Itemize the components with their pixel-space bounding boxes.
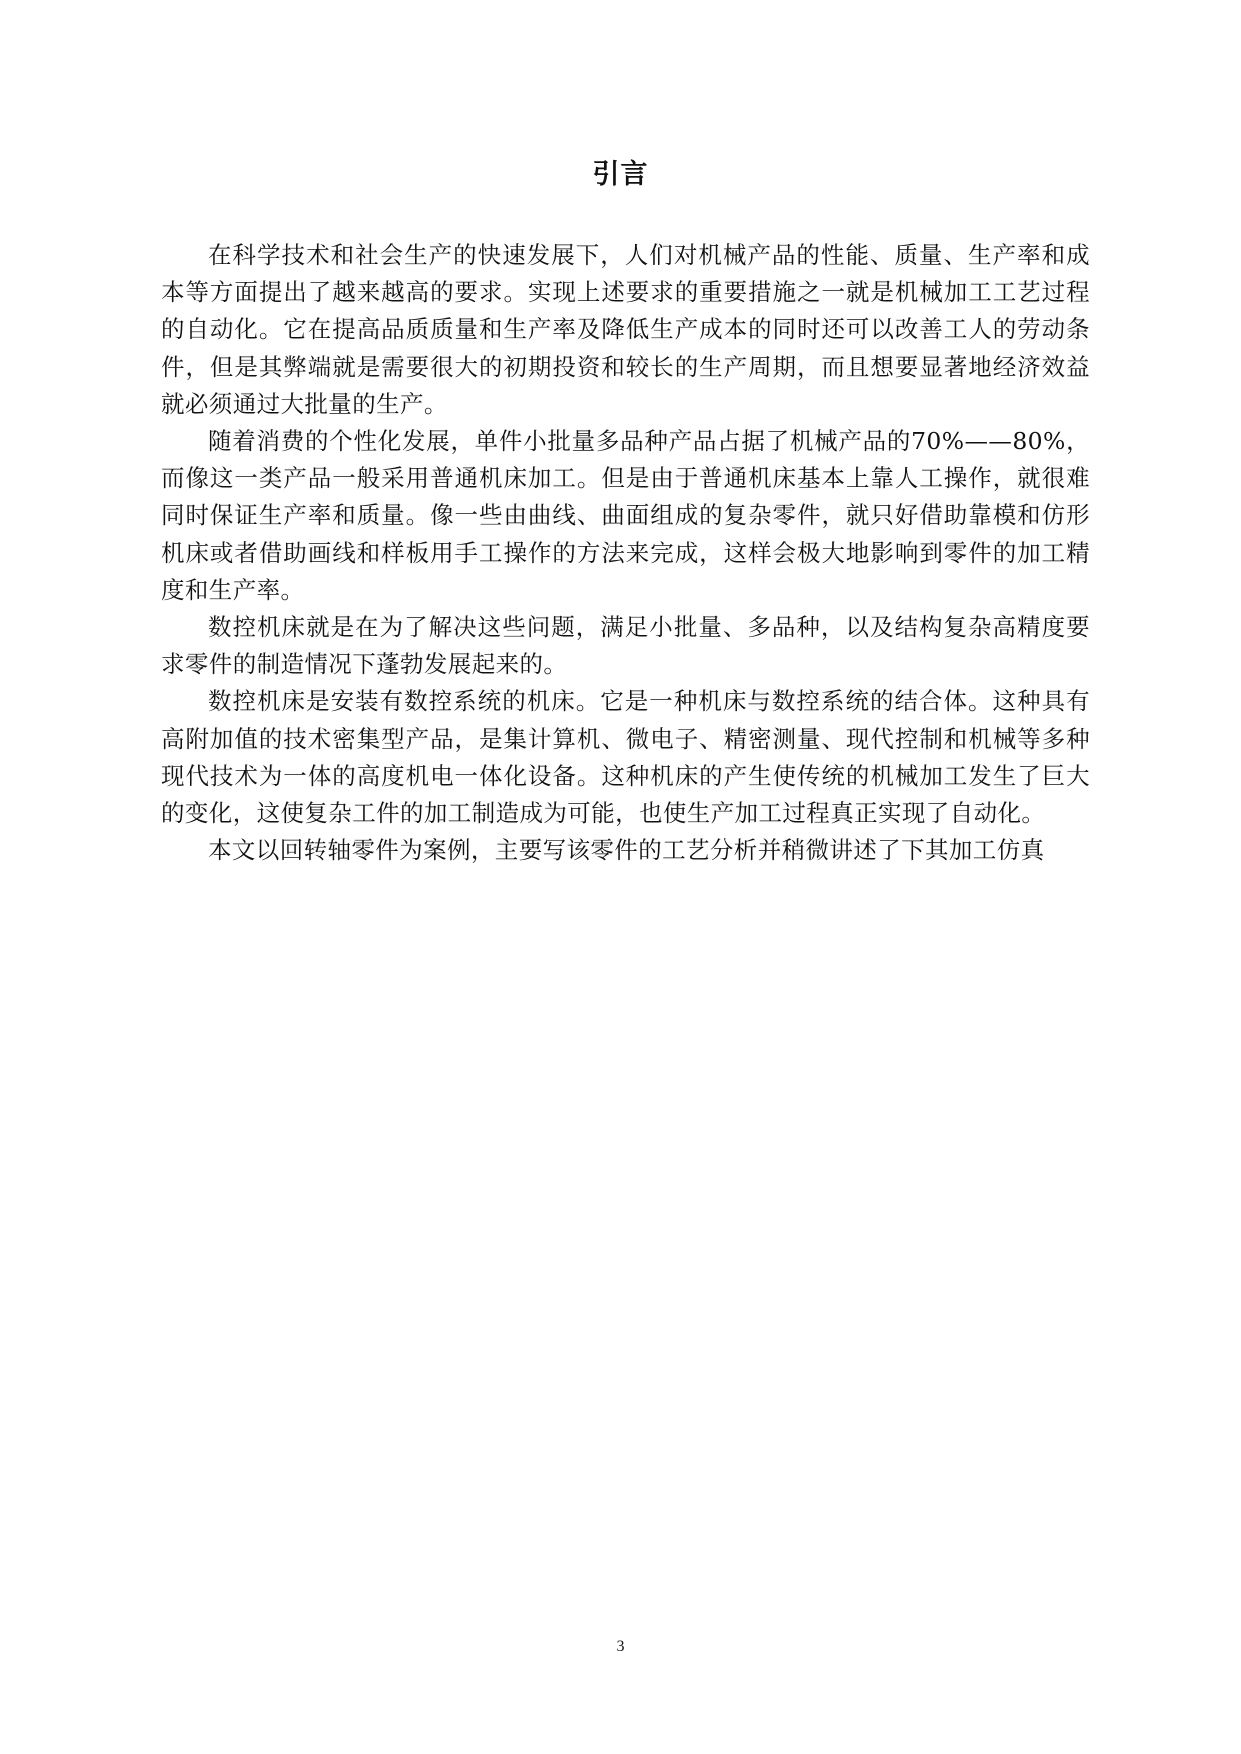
paragraph-2: 随着消费的个性化发展，单件小批量多品种产品占据了机械产品的70%——80%，而像这一类产品一般采用普通机床加工。但是由于普通机床基本上靠人工操作，就很难同时保证生产率和质量。像一些由曲线、曲面组成的复杂零件，就只好借助靠模和仿形机床或者借助画线和样板用手工操作的方法来完成，这样会极大地影响到零件的加工精度和生产率。 [161, 427, 1090, 604]
paragraph-1: 在科学技术和社会生产的快速发展下，人们对机械产品的性能、质量、生产率和成本等方面提出了越来越高的要求。实现上述要求的重要措施之一就是机械加工工艺过程的自动化。它在提高品质质量和生产率及降低生产成本的同时还可以改善工人的劳动条件，但是其弊端就是需要很大的初期投资和较长的生产周期，而且想要显著地经济效益就必须通过大批量的生产。 [161, 241, 1090, 418]
page-number: 3 [616, 1638, 625, 1655]
paragraph-4: 数控机床是安装有数控系统的机床。它是一种机床与数控系统的结合体。这种具有高附加值的技术密集型产品，是集计算机、微电子、精密测量、现代控制和机械等多种现代技术为一体的高度机电一体化设备。这种机床的产生使传统的机械加工发生了巨大的变化，这使复杂工件的加工制造成为可能，也使生产加工过程真正实现了自动化。 [161, 687, 1090, 828]
paragraph-3: 数控机床就是在为了解决这些问题，满足小批量、多品种，以及结构复杂高精度要求零件的制造情况下蓬勃发展起来的。 [161, 613, 1090, 679]
paragraph-5: 本文以回转轴零件为案例，主要写该零件的工艺分析并稍微讲述了下其加工仿真 [208, 836, 1045, 865]
section-title: 引言 [592, 159, 649, 190]
body-text [161, 237, 1090, 869]
